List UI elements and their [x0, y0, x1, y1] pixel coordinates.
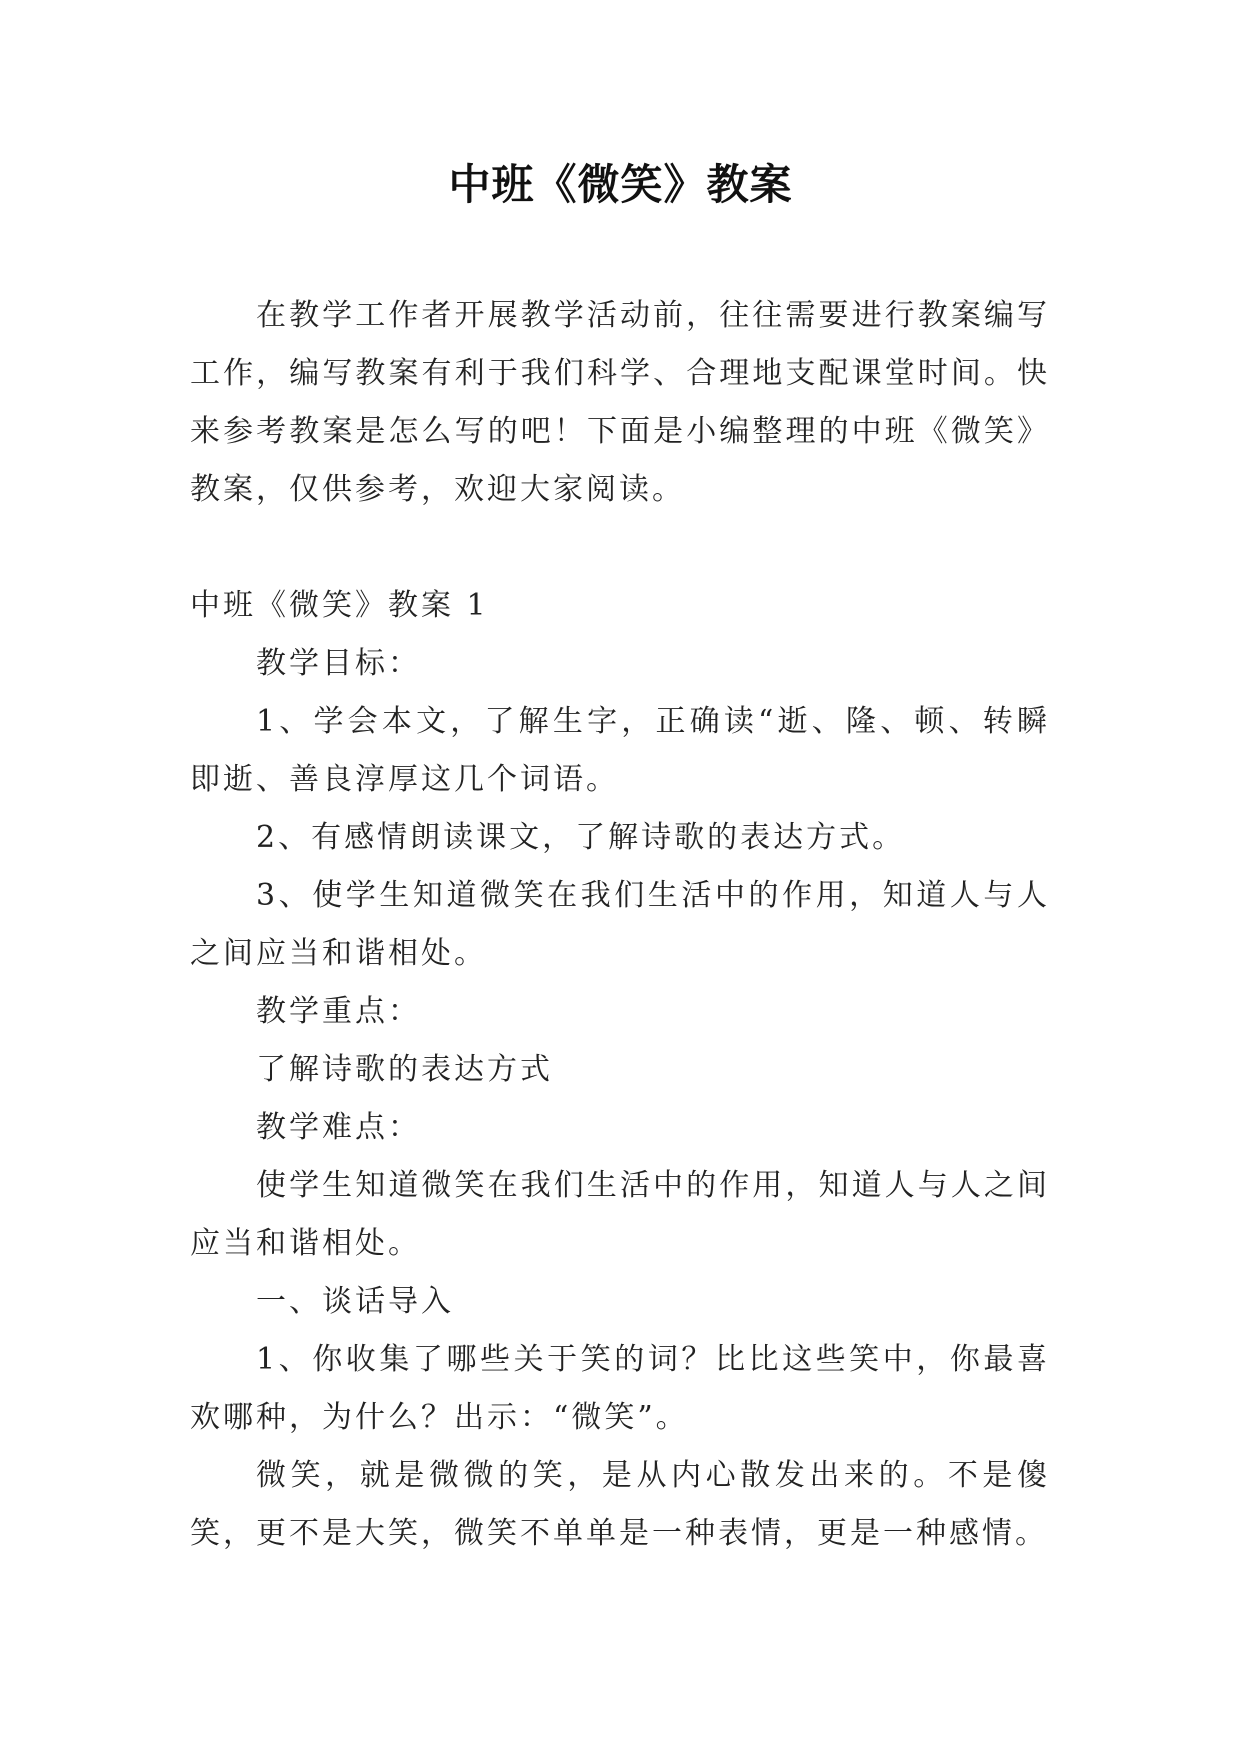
- paragraph: 1、学会本文，了解生字，正确读“逝、隆、顿、转瞬即逝、善良淳厚这几个词语。: [190, 704, 1050, 797]
- paragraph: 一、谈话导入: [256, 1284, 454, 1319]
- paragraph: 3、使学生知道微笑在我们生活中的作用，知道人与人之间应当和谐相处。: [190, 878, 1050, 971]
- section-heading: 中班《微笑》教案 1: [190, 588, 489, 623]
- paragraph: 1、你收集了哪些关于笑的词？比比这些笑中，你最喜欢哪种，为什么？出示：“微笑”。: [190, 1342, 1050, 1435]
- document-body: [190, 287, 1050, 1563]
- paragraph: 了解诗歌的表达方式: [256, 1052, 553, 1087]
- paragraph: 微笑，就是微微的笑，是从内心散发出来的。不是傻笑，更不是大笑，微笑不单单是一种表情，更是一种感情。: [190, 1458, 1050, 1551]
- document-title: 中班《微笑》教案: [448, 160, 793, 209]
- intro-paragraph: 在教学工作者开展教学活动前，往往需要进行教案编写工作，编写教案有利于我们科学、合理地支配课堂时间。快来参考教案是怎么写的吧！下面是小编整理的中班《微笑》教案，仅供参考，欢迎大家阅读。: [190, 298, 1050, 507]
- paragraph: 教学目标：: [256, 646, 421, 681]
- paragraph: 教学重点：: [256, 994, 421, 1029]
- paragraph: 教学难点：: [256, 1110, 421, 1145]
- paragraph: 2、有感情朗读课文，了解诗歌的表达方式。: [256, 820, 906, 855]
- paragraph: 使学生知道微笑在我们生活中的作用，知道人与人之间应当和谐相处。: [190, 1168, 1050, 1261]
